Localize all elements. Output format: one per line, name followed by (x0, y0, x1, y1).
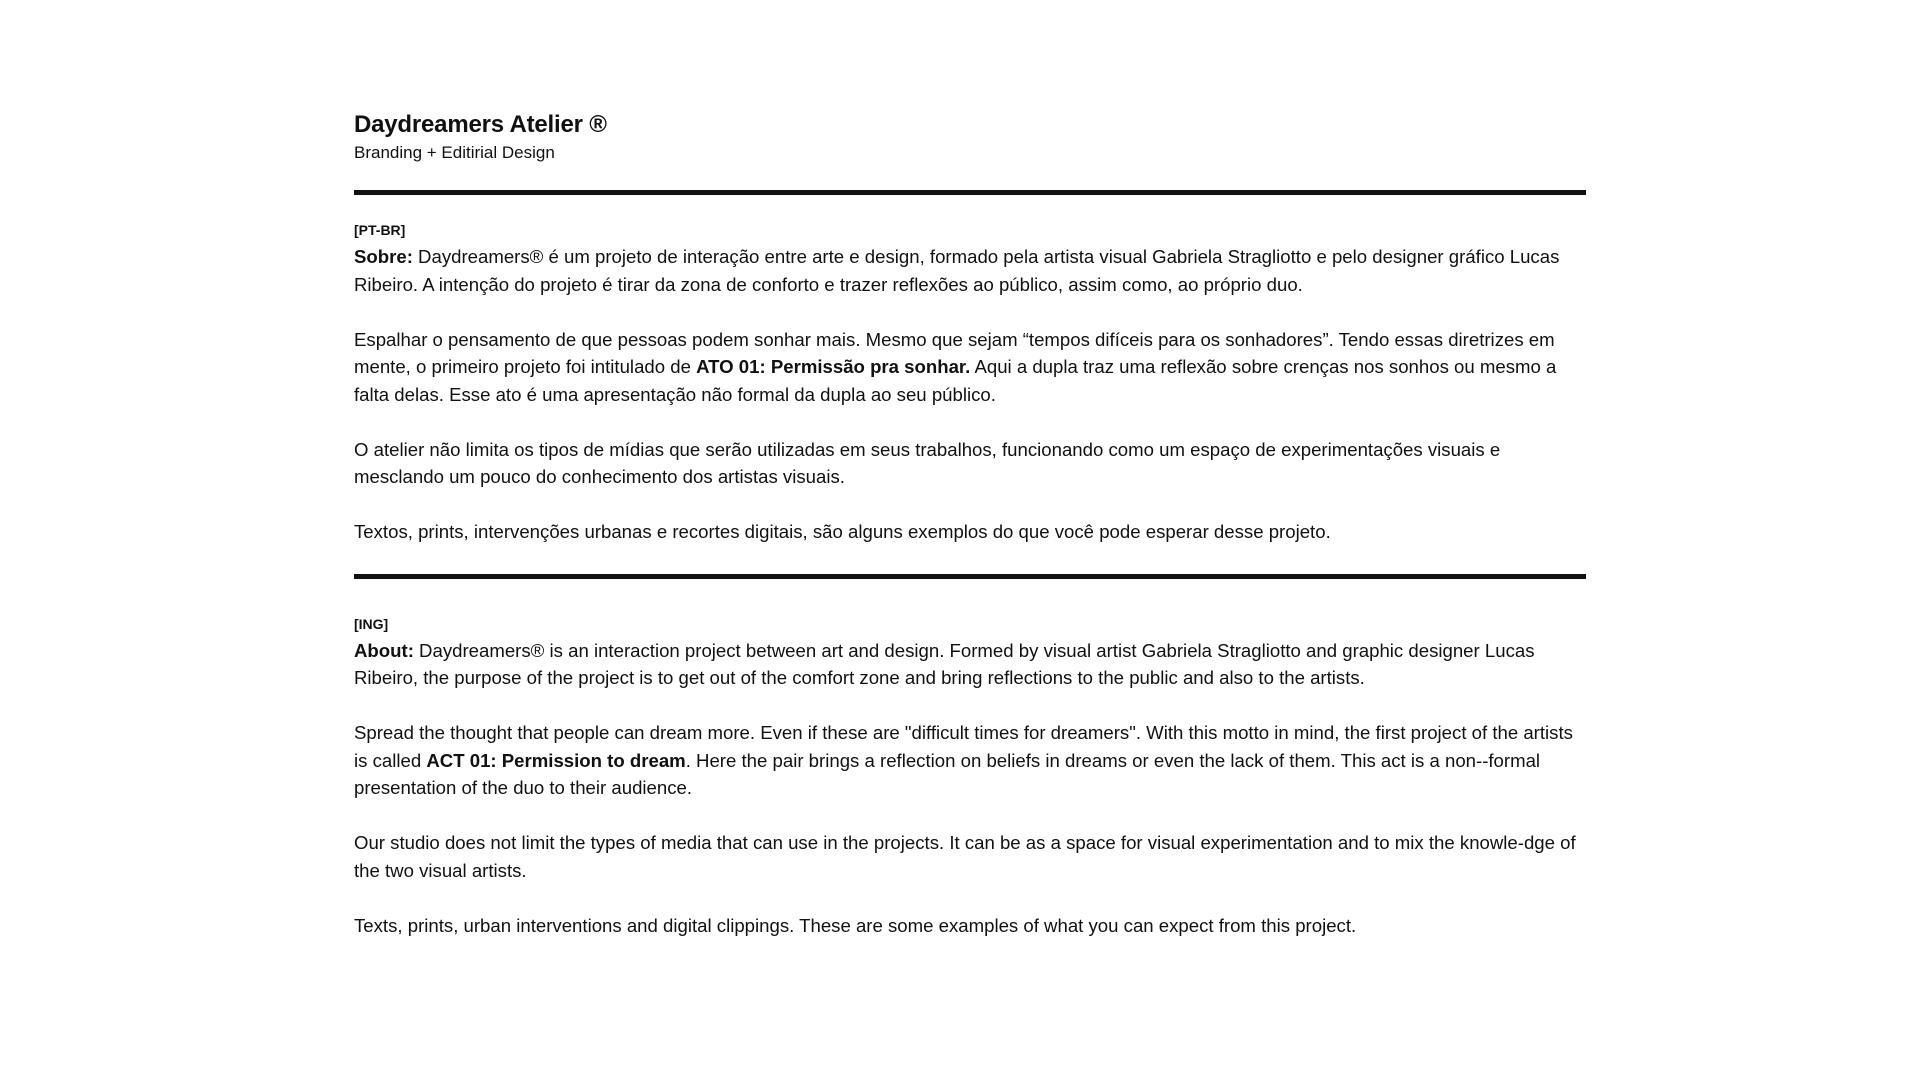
text-act-before: Spread the thought that people can dream more. Even if these are "difficult times for dreamers". With this motto in mind, the first project of the artists is called (354, 722, 1573, 771)
text-about-en: Daydreamers® is an interaction project between art and design. Formed by visual artist Gabriela Stragliotto and graphic designer Lucas Ribeiro, the purpose of the project is to get out of the comfort zone and bring reflections to the public and also to the artists. (354, 639, 1535, 688)
language-tag-ing: [ING] (354, 615, 389, 632)
paragraph-ato-pt (354, 326, 1586, 409)
language-tag-pt-br: [PT-BR] (354, 222, 406, 238)
label-sobre: Sobre: (354, 246, 413, 267)
paragraph-media-pt: O atelier não limita os tipos de mídias que serão utilizadas em seus trabalhos, funcionando como um espaço de experimentações visuais e mesclando um pouco do conhecimento dos artistas visuais. (354, 438, 1501, 487)
paragraph-media-en: Our studio does not limit the types of media that can use in the projects. It can be as a space for visual experimentation and to mix the knowle-dge of the two visual artists. (354, 832, 1576, 881)
page-subtitle: Branding + Editirial Design (354, 143, 555, 162)
label-about: About: (354, 639, 414, 661)
paragraph-about-en (354, 637, 1586, 692)
text-ato-after: Aqui a dupla traz uma reflexão sobre crenças nos sonhos ou mesmo a falta delas. Esse ato é uma apresentação não formal da dupla ao seu público. (354, 356, 1557, 405)
text-act-bold: ACT 01: Permission to dream (426, 749, 686, 771)
divider-top (354, 190, 1586, 195)
paragraph-act-en (354, 719, 1586, 802)
text-act-after: . Here the pair brings a reflection on beliefs in dreams or even the lack of them. This act is a non--formal presentation of the duo to their audience. (354, 749, 1541, 798)
document-page (354, 110, 1586, 939)
paragraph-examples-pt: Textos, prints, intervenções urbanas e recortes digitais, são alguns exemplos do que você pode esperar desse projeto. (354, 521, 1331, 542)
text-ato-before: Espalhar o pensamento de que pessoas podem sonhar mais. Mesmo que sejam “tempos difíceis para os sonhadores”. Tendo essas diretrizes em mente, o primeiro projeto foi intitulado de (354, 328, 1555, 377)
paragraph-examples-en: Texts, prints, urban interventions and digital clippings. These are some examples of what you can expect from this project. (354, 914, 1357, 936)
page-title: Daydreamers Atelier ® (354, 111, 607, 138)
text-about-pt: Daydreamers® é um projeto de interação entre arte e design, formado pela artista visual Gabriela Stragliotto e pelo designer gráfico Lucas Ribeiro. A intenção do projeto é tirar da zona de conforto e trazer reflexões ao público, assim como, ao próprio duo. (354, 246, 1560, 295)
divider-middle (354, 574, 1586, 579)
text-ato-bold: ATO 01: Permissão pra sonhar. (696, 356, 971, 377)
section-english (354, 615, 1586, 940)
paragraph-about-pt (354, 243, 1586, 298)
section-pt-br (354, 221, 1586, 546)
